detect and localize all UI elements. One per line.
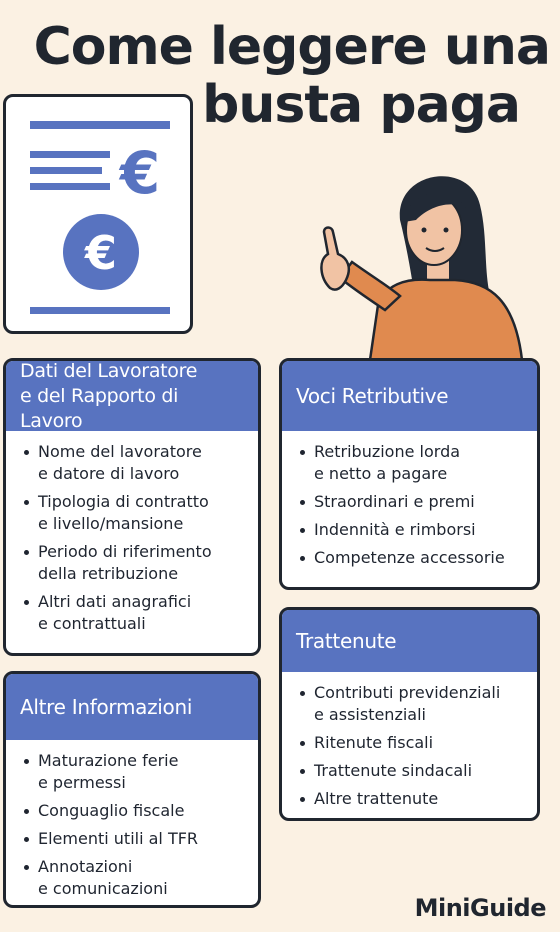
doc-line	[30, 121, 170, 129]
list-item: Elementi utili al TFR	[24, 828, 244, 850]
eye	[422, 228, 427, 233]
list-item: Ritenute fiscali	[300, 732, 523, 754]
doc-line	[30, 151, 110, 158]
list-item: Tipologia di contratto e livello/mansione	[24, 491, 244, 535]
list-item: Indennità e rimborsi	[300, 519, 523, 541]
list-item: Retribuzione lorda e netto a pagare	[300, 441, 523, 485]
list-item: Altri dati anagrafici e contrattuali	[24, 591, 244, 635]
section-pay-items	[279, 358, 540, 590]
pointing-hand	[321, 228, 348, 290]
brand-logo: MiniGuide	[414, 894, 546, 922]
list-item: Annotazioni e comunicazioni	[24, 856, 244, 900]
list-item: Contributi previdenziali e assistenziali	[300, 682, 523, 726]
list-item: Conguaglio fiscale	[24, 800, 244, 822]
woman-pointing-up-illustration	[300, 160, 540, 360]
euro-coin-symbol: €	[84, 226, 118, 280]
section-worker-data	[3, 358, 261, 656]
title-line-1: Come leggere una	[33, 17, 550, 77]
euro-icon: €	[119, 139, 161, 207]
section-header	[282, 610, 537, 672]
section-heading: Altre Informazioni	[20, 694, 193, 719]
section-deductions	[279, 607, 540, 821]
doc-line	[30, 307, 170, 314]
section-list	[6, 740, 258, 900]
list-item: Straordinari e premi	[300, 491, 523, 513]
doc-line	[30, 183, 110, 190]
list-item: Trattenute sindacali	[300, 760, 523, 782]
section-heading: Trattenute	[296, 628, 397, 653]
section-header	[282, 361, 537, 431]
payslip-document-icon	[3, 94, 193, 334]
section-heading: Voci Retributive	[296, 383, 449, 408]
list-item: Maturazione ferie e permessi	[24, 750, 244, 794]
list-item: Nome del lavoratore e datore di lavoro	[24, 441, 244, 485]
section-heading-line: e del Rapporto di Lavoro	[20, 384, 179, 432]
section-list	[6, 431, 258, 635]
section-heading-line: Dati del Lavoratore	[20, 359, 198, 382]
section-header	[6, 674, 258, 740]
eye	[444, 228, 449, 233]
section-header	[6, 361, 258, 431]
title-line-2: busta paga	[202, 75, 520, 135]
section-list	[282, 431, 537, 569]
list-item: Periodo di riferimento della retribuzione	[24, 541, 244, 585]
list-item: Altre trattenute	[300, 788, 523, 810]
section-list	[282, 672, 537, 810]
section-other-info	[3, 671, 261, 908]
document-illustration	[6, 97, 196, 337]
list-item: Competenze accessorie	[300, 547, 523, 569]
doc-line	[30, 167, 102, 174]
